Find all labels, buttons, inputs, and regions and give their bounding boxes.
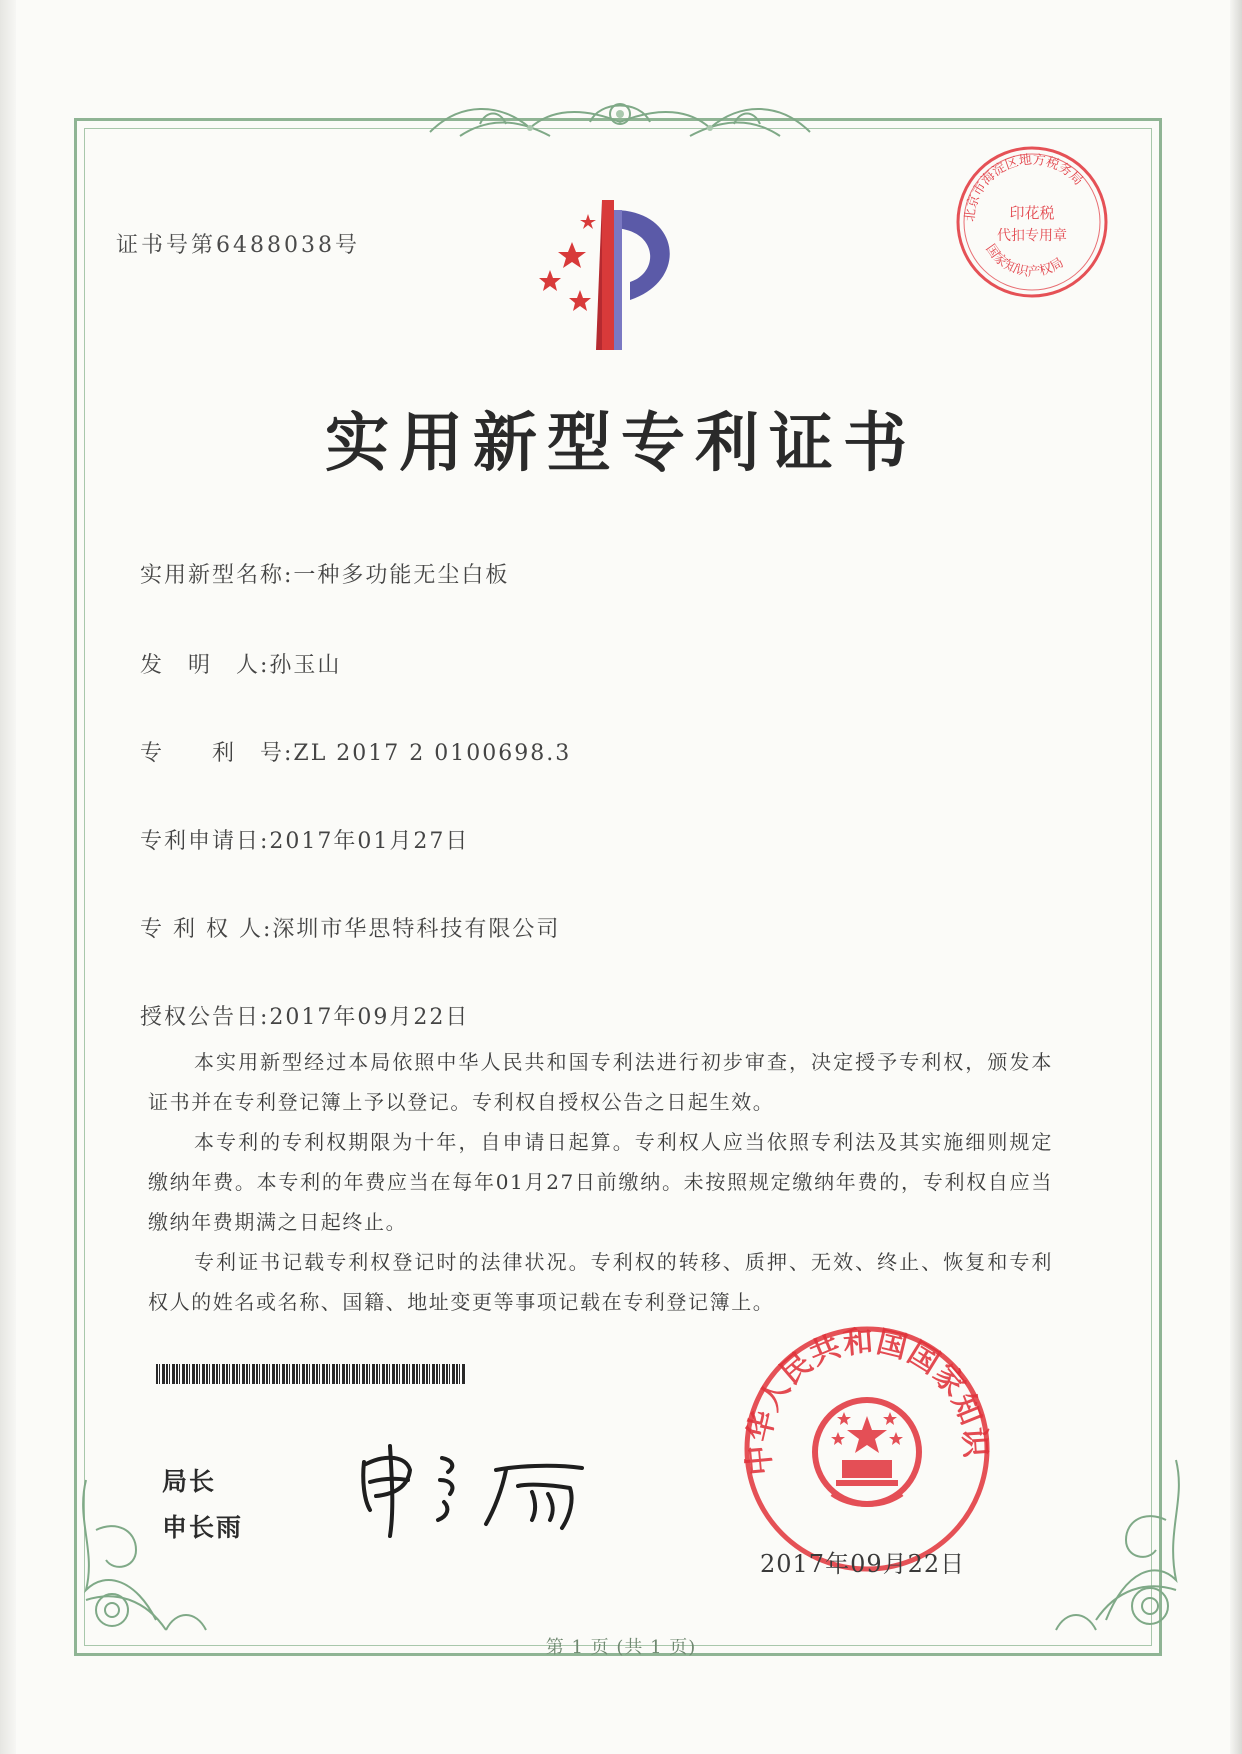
scan-edge-right [1230,0,1242,1754]
certificate-body [148,1042,1053,1322]
certificate-title: 实用新型专利证书 [325,406,917,481]
field-label: 专利申请日: [140,829,270,854]
body-paragraph: 本实用新型经过本局依照中华人民共和国专利法进行初步审查，决定授予专利权，颁发本证书并在专利登记簿上予以登记。专利权自授权公告之日起生效。 [148,1050,1053,1114]
field-label: 专 利 号: [140,741,294,766]
field-value: ZL 2017 2 0100698.3 [293,741,572,766]
field-value: 一种多功能无尘白板 [293,563,510,588]
tax-stamp-bottom-text: 国家知识产权局 [982,241,1067,280]
official-seal [742,1324,992,1574]
tax-stamp-seal [952,142,1112,302]
field-inventor [140,648,341,679]
field-label: 发 明 人: [140,653,270,678]
field-value: 2017年09月22日 [269,1005,470,1030]
field-value: 孙玉山 [269,653,342,678]
bottom-right-ornament [1046,1450,1196,1650]
seal-ring-text: 中华人民共和国国家知识 [742,1324,992,1477]
tax-stamp-inner-1: 印花税 [1009,204,1055,222]
seal-date: 2017年09月22日 [760,1550,966,1578]
field-label: 专 利 权 人: [140,917,273,942]
body-paragraph: 专利证书记载专利权登记时的法律状况。专利权的转移、质押、无效、终止、恢复和专利权人的姓名或名称、国籍、地址变更等事项记载在专利登记簿上。 [148,1250,1053,1314]
tax-stamp-outer-text: 北京市海淀区地方税务局 [962,152,1086,223]
top-ornament [420,92,820,148]
scan-edge-left [0,0,16,1754]
body-paragraph: 本专利的专利权期限为十年，自申请日起算。专利权人应当依照专利法及其实施细则规定缴纳年费。本专利的年费应当在每年01月27日前缴纳。未按照规定缴纳年费的，专利权自应当缴纳年费期满之日起终止。 [148,1130,1053,1234]
tax-stamp-inner-2: 代扣专用章 [997,228,1067,244]
field-value: 深圳市华思特科技有限公司 [272,917,561,942]
patent-office-logo [510,200,710,350]
field-patent-number [140,736,571,767]
field-label: 实用新型名称: [140,563,294,588]
svg-text:国家知识产权局 [982,242,1066,280]
page-indicator: 第 1 页 (共 1 页) [545,1637,697,1658]
barcode [156,1364,466,1384]
field-application-date [140,824,469,855]
field-patentee [140,912,560,943]
field-label: 授权公告日: [140,1005,270,1030]
field-grant-date [140,1000,469,1031]
field-value: 2017年01月27日 [269,829,470,854]
certificate-number: 证书号第6488038号 [116,233,360,258]
field-utility-model-name [140,558,509,589]
director-title: 局长 [162,1467,217,1496]
director-name: 申长雨 [162,1513,244,1542]
director-signature [356,1440,616,1540]
